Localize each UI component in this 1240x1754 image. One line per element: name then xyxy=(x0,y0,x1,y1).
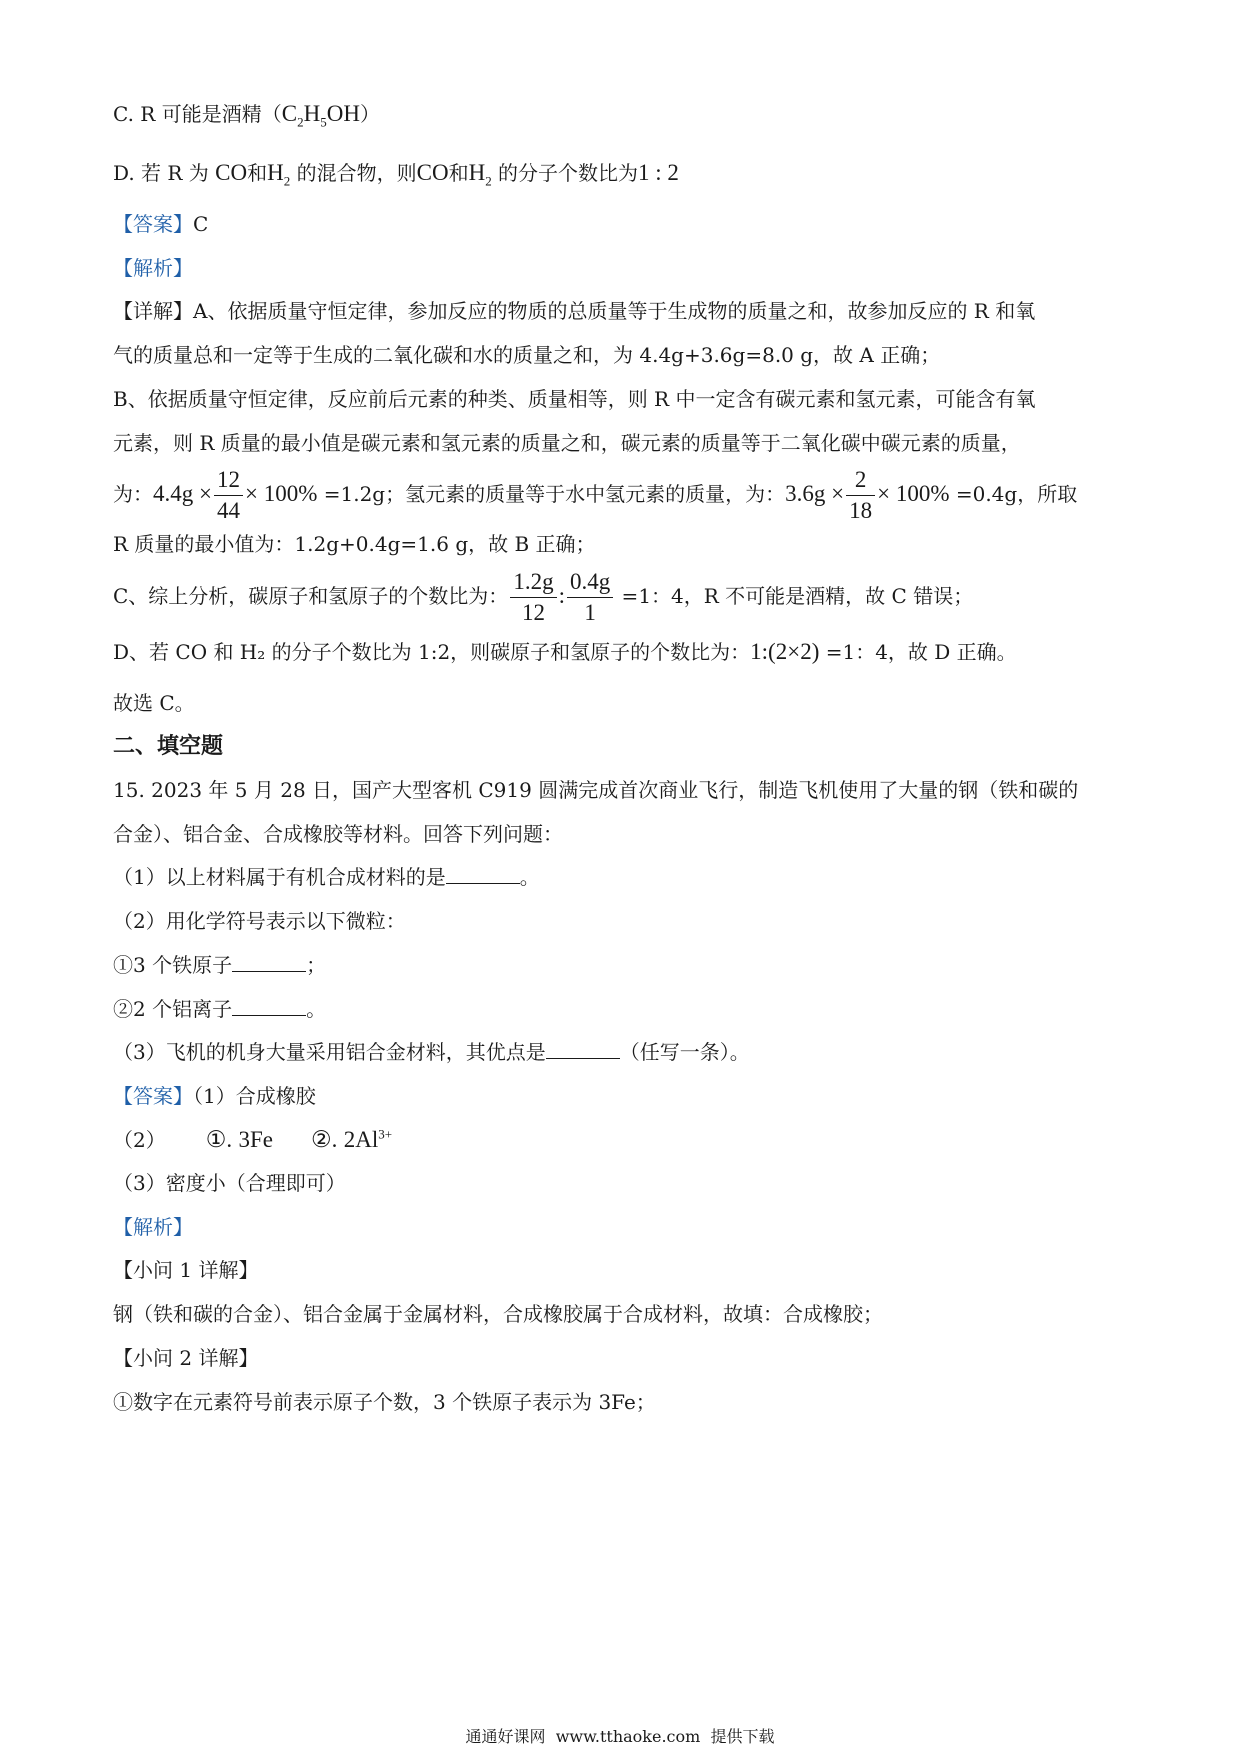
answer-2-line-3: （3）密度小（合理即可） xyxy=(113,1171,346,1195)
detail-b-line-2: 元素，则 R 质量的最小值是碳元素和氢元素的质量之和，碳元素的质量等于二氧化碳中碳元素的质量， xyxy=(113,431,1021,455)
answer-blank-2[interactable] xyxy=(232,951,306,972)
detail-a-line-2: 气的质量总和一定等于生成的二氧化碳和水的质量之和，为 4.4g+3.6g=8.0 g，故 A 正确； xyxy=(113,343,941,367)
fraction-2-over-18: $\frac{2}{18}$ xyxy=(846,465,875,526)
detail-d-line: D、若 CO 和 H₂ 的分子个数比为 1:2，则碳原子和氢原子的个数比为：1:(2×2) =1：4，故 D 正确。 xyxy=(113,639,1017,664)
option-d: D. 若 R 为 CO和$H_2$ 的混合物，则CO和$H_2$ 的分子个数比为1 : 2 xyxy=(113,160,679,189)
page-footer: 通通好课网 www.tthaoke.com 提供下载 xyxy=(465,1727,775,1746)
question-15-line-1: 15. 2023 年 5 月 28 日，国产大型客机 C919 圆满完成首次商业飞行，制造飞机使用了大量的钢（铁和碳的 xyxy=(113,778,1079,802)
answer-blank-4[interactable] xyxy=(546,1038,620,1059)
sub-question-2-tag: 【小问 2 详解】 xyxy=(113,1346,259,1370)
option-c: C. R 可能是酒精$(C_2H_5OH)$ xyxy=(113,101,380,130)
question-15-part-1: （1）以上材料属于有机合成材料的是 。 xyxy=(113,865,540,889)
answer-blank-3[interactable] xyxy=(232,995,306,1016)
question-15-part-2-1: ①3 个铁原子 ； xyxy=(113,953,327,977)
detail-b-line-4: R 质量的最小值为：1.2g+0.4g=1.6 g，故 B 正确； xyxy=(113,532,596,556)
sub-question-2-text: ①数字在元素符号前表示原子个数，3 个铁原子表示为 3Fe； xyxy=(113,1390,656,1414)
fraction-12-over-44: $\frac{12}{44}$ xyxy=(214,465,243,526)
question-15-part-2-2: ②2 个铝离子 。 xyxy=(113,997,327,1021)
question-15-part-2: （2）用化学符号表示以下微粒： xyxy=(113,909,406,933)
footer-site-url[interactable]: www.tthaoke.com xyxy=(555,1727,701,1746)
fraction-0.4g-over-1: $\frac{0.4g}{1}$ xyxy=(567,567,613,628)
answer-blank-1[interactable] xyxy=(446,863,520,884)
ethanol-formula: $C_2H_5OH$ xyxy=(281,101,360,130)
detail-b-line-3: 为：4.4g × $\frac{12}{44}$ × 100% =1.2g；氢元素的质量等于水中氢元素的质量，为：3.6g × $\frac{2}{18}$ × 100% =0.4g，所取 xyxy=(113,462,1077,526)
choose-line: 故选 C。 xyxy=(113,691,195,715)
detail-b-line-1: B、依据质量守恒定律，反应前后元素的种类、质量相等，则 R 中一定含有碳元素和氢元素，可能含有氧 xyxy=(113,387,1036,411)
answer-2-line-2: （2） ①. 3Fe ②. $2Al^{3+}$ xyxy=(113,1126,393,1152)
answer-2-line-1: 【答案】（1）合成橡胶 xyxy=(113,1084,316,1108)
sub-question-1-text: 钢（铁和碳的合金）、铝合金属于金属材料，合成橡胶属于合成材料，故填：合成橡胶； xyxy=(113,1302,883,1326)
question-15-line-2: 合金）、铝合金、合成橡胶等材料。回答下列问题： xyxy=(113,822,563,846)
question-15-part-3: （3）飞机的机身大量采用铝合金材料，其优点是 （任写一条）。 xyxy=(113,1040,750,1064)
analysis-1-tag: 【解析】 xyxy=(113,256,193,280)
answer-1: 【答案】C xyxy=(113,212,209,236)
detail-c-line: C、综上分析，碳原子和氢原子的个数比为： $\frac{1.2g}{12}$ : $\frac{0.4g}{1}$ =1：4，R 不可能是酒精，故 C 错误； xyxy=(113,564,973,628)
detail-a-line-1: 【详解】A、依据质量守恒定律，参加反应的物质的总质量等于生成物的质量之和，故参加反应的 R 和氧 xyxy=(113,299,1036,323)
section-heading: 二、填空题 xyxy=(113,733,224,759)
sub-question-1-tag: 【小问 1 详解】 xyxy=(113,1258,259,1282)
fraction-1.2g-over-12: $\frac{1.2g}{12}$ xyxy=(510,567,556,628)
analysis-2-tag: 【解析】 xyxy=(113,1215,193,1239)
